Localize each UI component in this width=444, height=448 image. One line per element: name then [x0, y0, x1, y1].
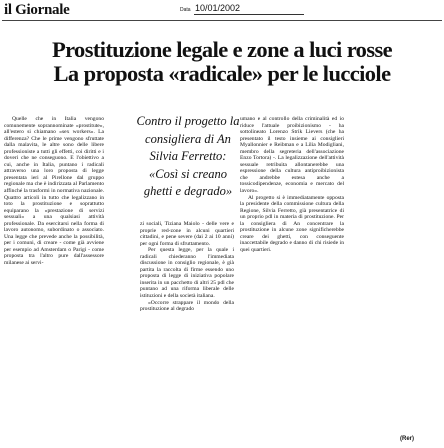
- article-column-right: [240, 116, 344, 432]
- author-signature: (Rer): [400, 436, 415, 442]
- article-subheadline: La proposta «radicale» per le lucciole: [53, 61, 391, 86]
- article-paragraph: «Occorre strappare il mondo della prostituzione al degrado: [140, 299, 234, 313]
- article-paragraph: zi sociali, Tiziana Maiolo - delle vere e proprie red-zone in alcuni quartieri cittadini, e pene severe (dai 2 ai 10 anni) per ogni forma di sfruttamento.: [140, 221, 234, 247]
- article-column-middle: [140, 221, 234, 441]
- header-divider: [2, 20, 442, 21]
- article-headline: Prostituzione legale e zone a luci rosse: [51, 37, 393, 62]
- page-header: [0, 0, 444, 42]
- article-paragraph: Quelle che in Italia vengono comunemente soprannominate «prostitute», all'estero si chiamano «sex workers». La differenza? Che le prime vengono sfruttate dalla malavita, le altre sono delle libere professioniste a tutti gli effetti, coi diritti e i doveri che ne conseguono. E l'obiettivo a cui, anche in Italia, puntano i radicali attraverso una loro proposta di legge presentata ieri al Pirellone dal gruppo regionale ma che è indirizzata al Parlamento affinché la trasformi in normativa nazionale. Quattro articoli in tutto che legalizzano in toto la prostituzione e soprattutto equiparano la «prestazione di servizi sessuali» a una qualsiasi attività professionale. Da esercitarsi nella forma di lavoro autonomo, subordinato o associato. Una legge che prevede anche la possibilità, per i comuni, di creare - come già avviene per esempio ad Amsterdam o Parigi - come proposta tra l'altro pure dall'assessore milanese ai servi-: [4, 116, 104, 267]
- date-underline: [194, 14, 304, 15]
- article-column-left: [4, 116, 104, 444]
- date-value: 10/01/2002: [195, 3, 241, 13]
- article-paragraph: Al progetto si è immediatamente opposta la presidente della commissione cultura della Regione, Silvia Ferretto, già presentatrice di un proprio pdl in materia di prostituzione. Per la consigliera di An concentrare la prostituzione in alcune zone significherebbe creare dei ghetti, con conseguente inaccettabile degrado e danno di chi risiede in quei quartieri.: [240, 194, 344, 253]
- date-label: Data: [180, 7, 191, 13]
- pull-quote: Contro il progetto la consigliera di An Silvia Ferretto: «Così si creano ghetti e degrado»: [136, 114, 240, 198]
- article-paragraph: umano e al controllo della criminalità ed io riduce l'attuale proibizionismo - ha sottolineato Lorenzo Strik Lievers (che ha presentato il testo insieme ai consiglieri Myallonnier e Reibman e a Lilia Modigliani, membro della segreteria dell'associazione Enzo Tortora) -. La legalizzazione dell'attività sessuale retribuita allontanerebbe una espressione della cultura antiproibizionista che andrebbe estesa anche a tossicodipendenze, economia e mercato del lavoro».: [240, 116, 344, 195]
- article-paragraph: Per questa legge, per la quale i radicali chiederanno l'immediata discussione in consiglio regionale, è già partita la raccolta di firme essendo uno proposta di legge di iniziativa popolare inserita in un pacchetto di altri 25 pdl che puntano ad una riforma liberale delle istituzioni e della società italiana.: [140, 247, 234, 300]
- newspaper-masthead: il Giornale: [4, 2, 70, 18]
